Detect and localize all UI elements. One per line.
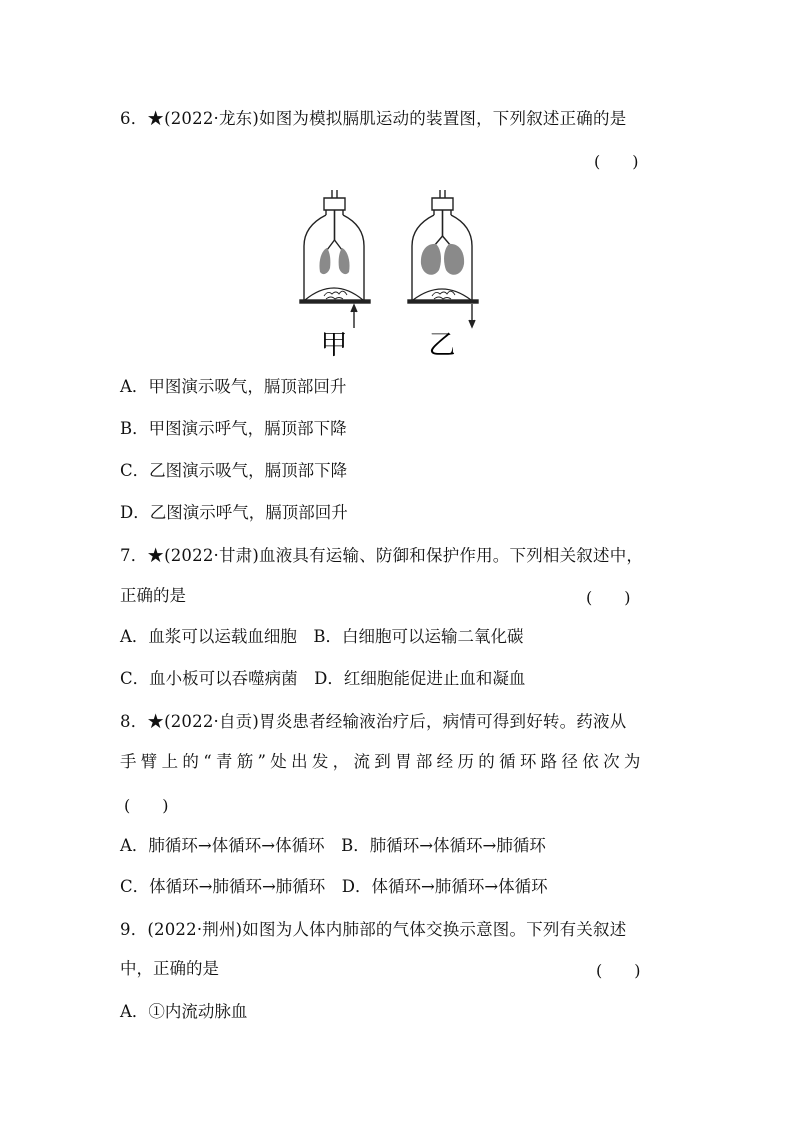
diaphragm-scribble-right-icon [432,291,455,299]
q8-options-row1: A．肺循环→体循环→体循环 B．肺循环→体循环→肺循环 [120,836,546,855]
q8-stem-line2: 手臂上的“青筋”处出发，流到胃部经历的循环路径依次为 [120,752,645,771]
diaphragm-scribble-left-icon [324,291,347,299]
figure-label-jia: 甲 [320,330,348,360]
q6-option-b: B．甲图演示呼气，膈顶部下降 [120,419,347,438]
q9-answer-paren: ( ) [596,961,641,980]
lungs-small-icon [319,248,349,274]
q7-stem-line1: 7．★(2022·甘肃)血液具有运输、防御和保护作用。下列相关叙述中， [120,546,644,565]
lungs-inflated-icon [421,244,464,275]
q8-options-row2: C．体循环→肺循环→肺循环 D．体循环→肺循环→体循环 [120,877,548,896]
q6-option-a: A．甲图演示吸气，膈顶部回升 [120,377,347,396]
q6-diaphragm-model-figure [296,188,486,360]
q8-stem-line1: 8．★(2022·自贡)胃炎患者经输液治疗后，病情可得到好转。药液从 [120,712,627,731]
q6-answer-paren: ( ) [594,152,639,171]
figure-label-yi: 乙 [428,330,456,360]
q7-options-row2: C．血小板可以吞噬病菌 D．红细胞能促进止血和凝血 [120,669,526,688]
q7-stem-line2: 正确的是 [120,586,186,605]
q6-option-d: D．乙图演示呼气，膈顶部回升 [120,503,348,522]
jar-yi-icon [408,190,478,327]
q6-stem: 6．★(2022·龙东)如图为模拟膈肌运动的装置图，下列叙述正确的是 [120,109,627,128]
q9-option-a: A．①内流动脉血 [120,1002,248,1021]
q7-options-row1: A．血浆可以运载血细胞 B．白细胞可以运输二氧化碳 [120,627,524,646]
q6-option-c: C．乙图演示吸气，膈顶部下降 [120,461,348,480]
q9-stem-line2: 中，正确的是 [120,959,219,978]
q8-answer-paren: ( ) [124,796,169,815]
q7-answer-paren: ( ) [586,588,631,607]
jar-jia-icon [300,190,370,328]
q9-stem-line1: 9．(2022·荆州)如图为人体内肺部的气体交换示意图。下列有关叙述 [120,920,627,939]
